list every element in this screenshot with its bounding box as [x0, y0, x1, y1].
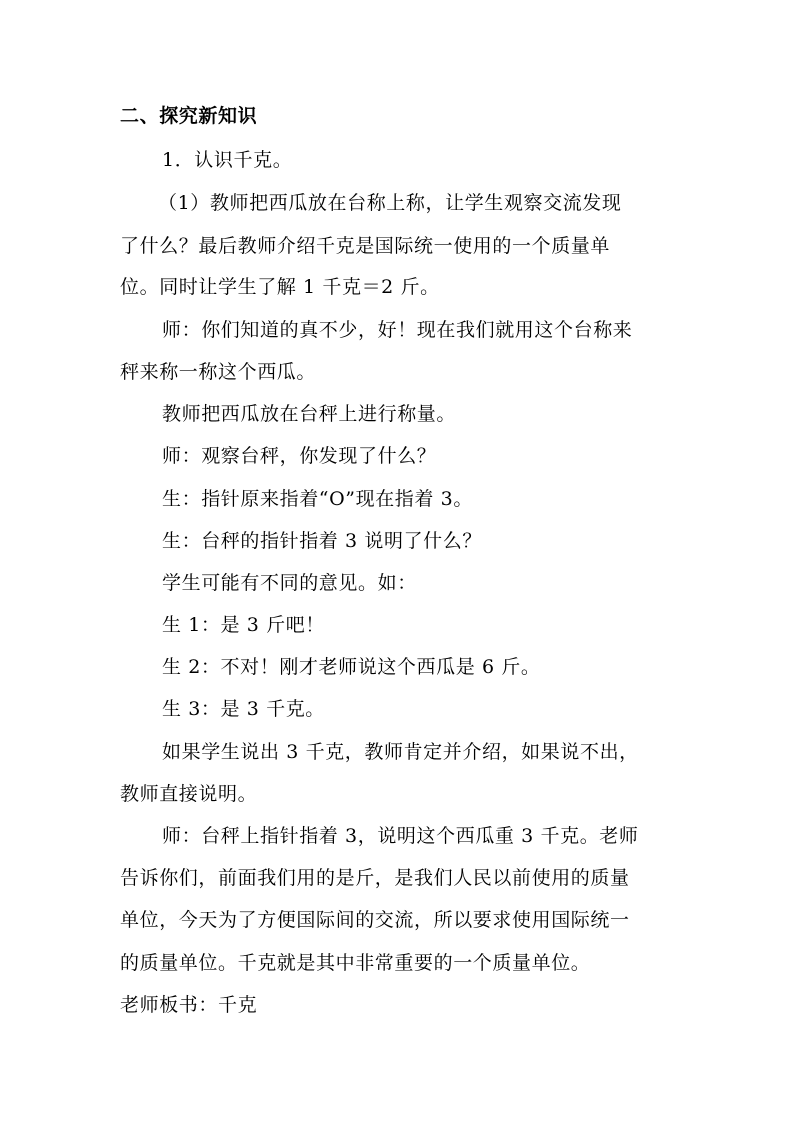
paragraph-line: 如果学生说出 3 千克，教师肯定并介绍，如果说不出，	[162, 741, 639, 763]
paragraph-line: 的质量单位。千克就是其中非常重要的一个质量单位。	[120, 952, 591, 974]
paragraph-line: 生 3：是 3 千克。	[162, 698, 325, 720]
paragraph-line: 生 1：是 3 斤吧！	[162, 614, 325, 636]
paragraph-line: 师：台秤上指针指着 3，说明这个西瓜重 3 千克。老师	[162, 825, 639, 847]
paragraph-line: 生 2：不对！刚才老师说这个西瓜是 6 斤。	[162, 656, 541, 678]
paragraph-line: 生：台秤的指针指着 3 说明了什么？	[162, 530, 482, 552]
paragraph-line: 老师板书：千克	[120, 994, 258, 1016]
paragraph-line: 生：指针原来指着“O”现在指着 3。	[162, 488, 473, 510]
paragraph-line: （1）教师把西瓜放在台称上称，让学生观察交流发现	[158, 192, 622, 214]
paragraph-line: 秤来称一称这个西瓜。	[120, 361, 317, 383]
paragraph-line: 了什么？最后教师介绍千克是国际统一使用的一个质量单	[120, 235, 611, 257]
paragraph-line: 位。同时让学生了解 1 千克＝2 斤。	[120, 276, 440, 298]
paragraph-line: 师：观察台秤，你发现了什么？	[162, 445, 437, 467]
paragraph-line: 告诉你们，前面我们用的是斤，是我们人民以前使用的质量	[120, 867, 630, 889]
paragraph-line: 单位，今天为了方便国际间的交流，所以要求使用国际统一	[120, 909, 630, 931]
paragraph-line: 教师直接说明。	[120, 783, 258, 805]
paragraph-line: 教师把西瓜放在台秤上进行称量。	[162, 403, 457, 425]
paragraph-line: 1．认识千克。	[162, 149, 293, 171]
paragraph-line: 学生可能有不同的意见。如：	[162, 572, 417, 594]
section-heading: 二、探究新知识	[120, 105, 258, 127]
paragraph-line: 师：你们知道的真不少，好！现在我们就用这个台称来	[162, 319, 633, 341]
